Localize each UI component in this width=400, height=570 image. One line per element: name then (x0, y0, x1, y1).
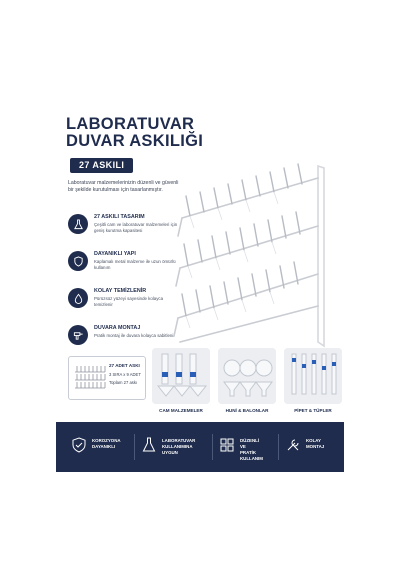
spec-heading: 27 ADET ASKI (109, 363, 140, 368)
count-badge: 27 ASKILI (70, 158, 133, 173)
feature-desc: Pratik montaj ile duvara kolayca sabitlenir (94, 333, 175, 338)
funnel-flask-image (218, 348, 276, 404)
flask-icon (68, 214, 88, 234)
spec-line-2: Toplam 27 askı (109, 380, 138, 385)
grid-icon (218, 436, 236, 454)
feature-desc: Kaplamalı metal malzeme ile uzun ömürlü kullanım (94, 259, 176, 270)
banner-divider (212, 434, 213, 460)
feature-desc: Çeşitli cam ve laboratuvar malzemeleri için geniş kurutma kapasitesi (94, 222, 178, 233)
flask-icon (140, 436, 158, 454)
feature-title: KOLAY TEMİZLENİR (94, 288, 147, 294)
benefits-banner (56, 422, 344, 472)
banner-divider (278, 434, 279, 460)
intro-text: Laboratuvar malzemelerinizin düzenli ve güvenli bir şekilde kurutulması için tasarlanmıştır. (68, 180, 179, 193)
title-line-2: DUVAR ASKILIĞI (66, 132, 204, 150)
spec-line-1: 3 SIRA x 9 ADET (109, 372, 141, 377)
usage-thumb (284, 348, 342, 418)
drill-icon (68, 325, 88, 345)
usage-thumb (152, 348, 210, 418)
drop-icon (68, 288, 88, 308)
benefit-label: KOROZYONA DAYANIKLI (92, 438, 121, 449)
benefit-label: LABORATUVAR KULLANIMINA UYGUN (162, 438, 196, 455)
feature-desc: Pürüzsüz yüzeyi sayesinde kolayca temizlenir (94, 296, 164, 307)
page-title (66, 116, 236, 150)
feature-title: DUVARA MONTAJ (94, 325, 141, 331)
pipette-tube-image (284, 348, 342, 404)
feature-title: DAYANIKLI YAPI (94, 251, 136, 257)
wire-rack-image (168, 156, 344, 354)
usage-thumbnails (152, 348, 342, 418)
usage-label: PİPET & TÜPLER (294, 408, 332, 413)
usage-thumb (218, 348, 276, 418)
feature-title: 27 ASKILI TASARIM (94, 214, 145, 220)
title-line-1: LABORATUVAR (66, 115, 195, 133)
tools-icon (284, 436, 302, 454)
product-card (56, 104, 344, 472)
benefit-label: KOLAY MONTAJ (306, 438, 325, 449)
usage-label: HUNİ & BALONLAR (225, 408, 269, 413)
shield-check-icon (70, 436, 88, 454)
usage-label: CAM MALZEMELER (159, 408, 203, 413)
glassware-image (152, 348, 210, 404)
mini-rack-icon (73, 364, 107, 394)
banner-divider (134, 434, 135, 460)
shield-icon (68, 251, 88, 271)
spec-box (68, 356, 146, 400)
benefit-label: DÜZENLİ VE PRATİK KULLANIM (240, 438, 263, 461)
